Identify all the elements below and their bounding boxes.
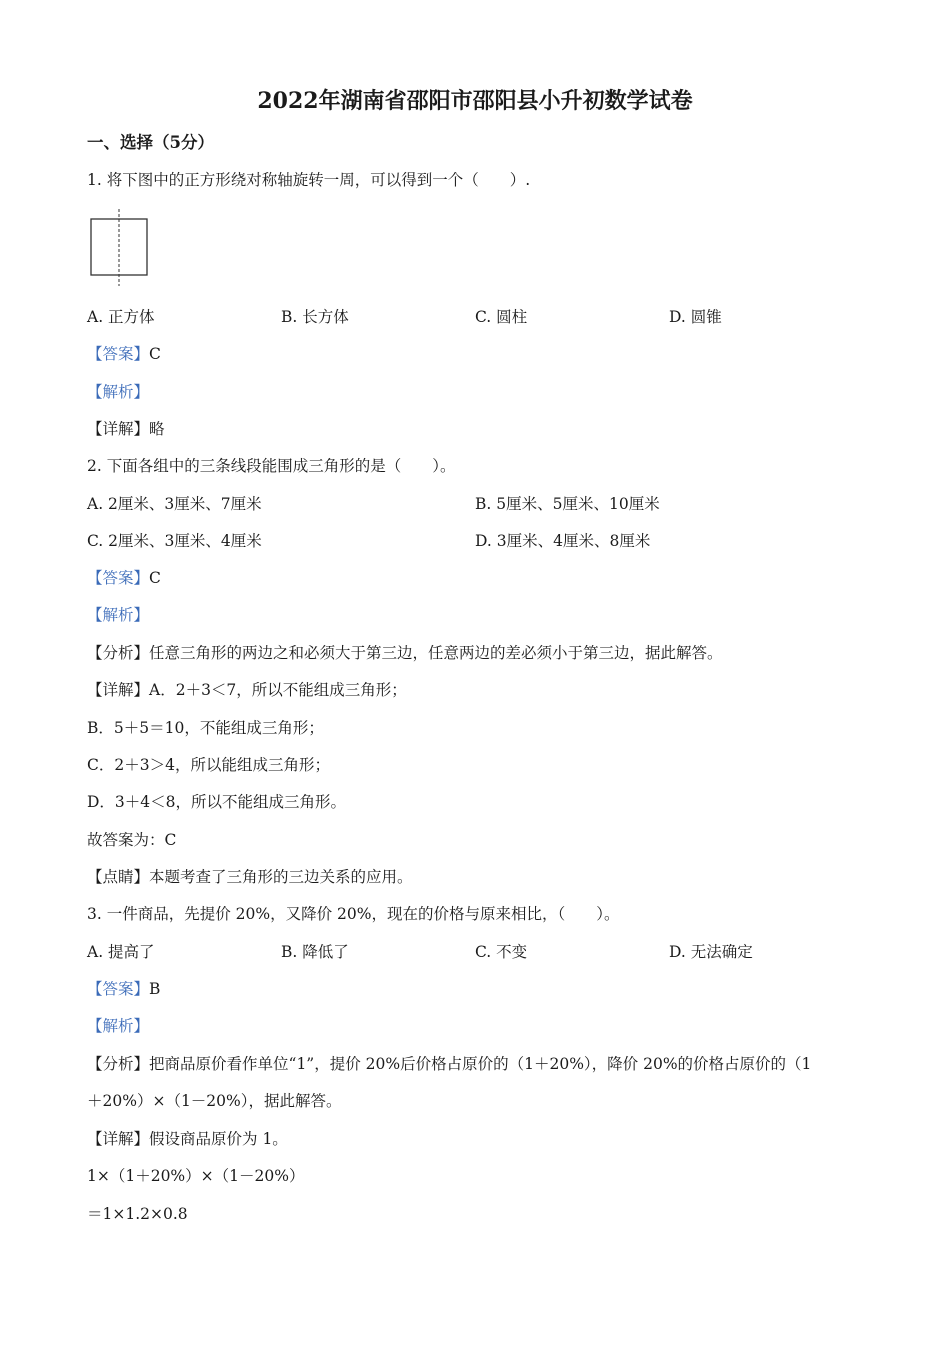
answer-tag: 【答案】 [87, 569, 150, 587]
q3-fenxi [87, 1054, 811, 1074]
q2-option-a: A. 2厘米、3厘米、7厘米 [87, 495, 262, 513]
question-1-stem: 1. 将下图中的正方形绕对称轴旋转一周，可以得到一个（ ）. [87, 171, 531, 189]
q2-option-c: C. 2厘米、3厘米、4厘米 [87, 532, 262, 550]
question-3-stem: 3. 一件商品，先提价 20%，又降价 20%，现在的价格与原来相比，（ ）。 [87, 905, 620, 923]
fenxi-text: 任意三角形的两边之和必须大于第三边，任意两边的差必须小于第三边，据此解答。 [149, 644, 723, 662]
page-title: 2022年湖南省邵阳市邵阳县小升初数学试卷 [257, 88, 693, 114]
q2-dianjing [87, 867, 413, 887]
square-with-axis-figure [89, 208, 149, 288]
detail-text: 假设商品原价为 1。 [149, 1130, 288, 1148]
q2-option-d: D. 3厘米、4厘米、8厘米 [475, 532, 651, 550]
q3-fenxi-line2: ＋20%）×（1－20%），据此解答。 [87, 1092, 342, 1110]
answer-tag: 【答案】 [87, 980, 150, 998]
q2-detail-line: C．2＋3＞4，所以能组成三角形； [87, 756, 330, 774]
dianjing-text: 本题考查了三角形的三边关系的应用。 [149, 868, 413, 886]
q1-option-a: A. 正方体 [87, 308, 155, 326]
detail-tag: 【详解】 [87, 1130, 150, 1148]
question-2-stem: 2. 下面各组中的三条线段能围成三角形的是（ ）。 [87, 457, 456, 475]
section-heading: 一、选择（5分） [87, 133, 214, 152]
q2-fenxi [87, 643, 723, 663]
q3-option-c: C. 不变 [475, 943, 528, 961]
q2-conclusion: 故答案为：C [87, 831, 177, 849]
q2-detail [87, 680, 407, 700]
answer-tag: 【答案】 [87, 345, 150, 363]
q3-detail [87, 1129, 288, 1149]
q2-detail-line: B．5＋5＝10，不能组成三角形； [87, 719, 324, 737]
fenxi-tag: 【分析】 [87, 1055, 150, 1073]
q3-calc-line: 1×（1＋20%）×（1－20%） [87, 1167, 305, 1185]
q3-option-b: B. 降低了 [281, 943, 349, 961]
answer-value: C [149, 345, 161, 363]
answer-value: C [149, 569, 161, 587]
q2-analysis-tag: 【解析】 [87, 606, 150, 624]
detail-text: A．2＋3＜7，所以不能组成三角形； [149, 681, 407, 699]
q1-option-b: B. 长方体 [281, 308, 349, 326]
q1-option-c: C. 圆柱 [475, 308, 528, 326]
q3-option-a: A. 提高了 [87, 943, 155, 961]
answer-value: B [149, 980, 161, 998]
q3-analysis-tag: 【解析】 [87, 1017, 150, 1035]
q3-option-d: D. 无法确定 [669, 943, 753, 961]
q1-detail [87, 419, 165, 439]
fenxi-text: 把商品原价看作单位“1”，提价 20%后价格占原价的（1＋20%），降价 20%的价格占原价的（1 [149, 1055, 812, 1073]
q3-calc-line: ＝1×1.2×0.8 [87, 1205, 188, 1223]
q2-option-b: B. 5厘米、5厘米、10厘米 [475, 495, 660, 513]
q1-answer [87, 344, 161, 364]
q3-answer [87, 979, 160, 999]
q1-analysis-tag: 【解析】 [87, 383, 150, 401]
detail-text: 略 [149, 420, 165, 438]
q1-option-d: D. 圆锥 [669, 308, 722, 326]
detail-tag: 【详解】 [87, 681, 150, 699]
dianjing-tag: 【点睛】 [87, 868, 150, 886]
q2-answer [87, 568, 161, 588]
q2-detail-line: D．3＋4＜8，所以不能组成三角形。 [87, 793, 347, 811]
detail-tag: 【详解】 [87, 420, 150, 438]
fenxi-tag: 【分析】 [87, 644, 150, 662]
